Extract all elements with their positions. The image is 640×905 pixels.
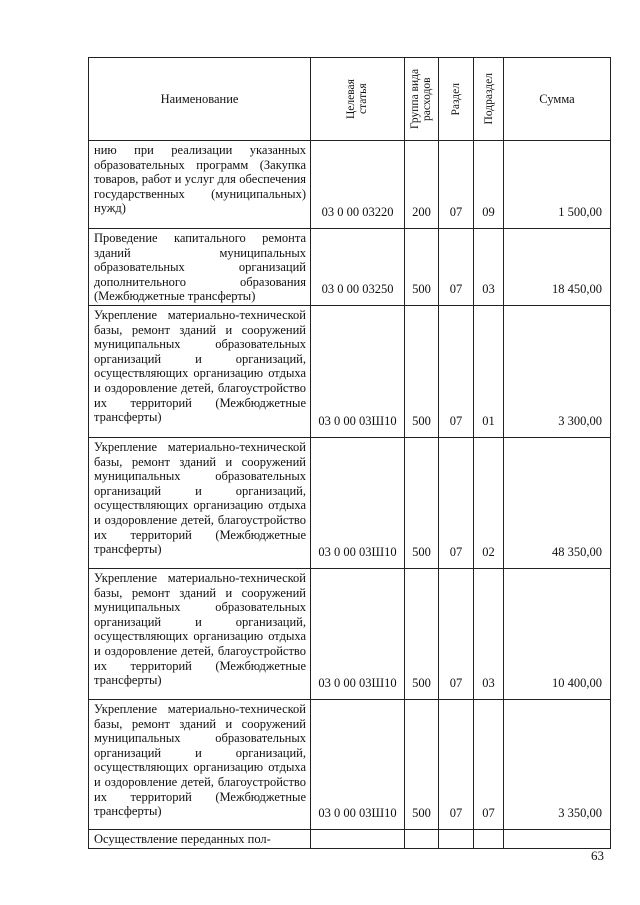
header-group-label: Группа вида расходов	[408, 68, 433, 130]
row-subsection: 01	[474, 305, 504, 437]
row-sum: 1 500,00	[504, 141, 611, 229]
row-sum: 3 350,00	[504, 699, 611, 829]
row-name: Укрепление материально-технической базы, ремонт зданий и сооружений муниципальных образовательных организаций и организаций, осуществляющих организацию отдыха и оздоровление детей, благоустройство их территорий (Межбюджетные трансферты)	[89, 699, 311, 829]
row-group	[405, 829, 439, 848]
budget-table	[88, 57, 611, 849]
header-subsection-label: Подраздел	[482, 73, 495, 125]
table-row	[89, 141, 611, 229]
header-section	[439, 58, 474, 141]
row-name: Укрепление материально-технической базы, ремонт зданий и сооружений муниципальных образовательных организаций и организаций, осуществляющих организацию отдыха и оздоровление детей, благоустройство их территорий (Межбюджетные трансферты)	[89, 568, 311, 699]
header-target-label: Целевая статья	[344, 79, 369, 119]
header-sum: Сумма	[504, 58, 611, 141]
row-name: Проведение капитального ремонта зданий муниципальных образовательных организаций дополнительного образования (Межбюджетные трансферты)	[89, 229, 311, 306]
table-row	[89, 437, 611, 568]
header-section-label: Раздел	[450, 82, 462, 116]
row-section: 07	[439, 141, 474, 229]
row-target: 03 0 00 03Ш10	[311, 568, 405, 699]
row-sum	[504, 829, 611, 848]
row-sum: 18 450,00	[504, 229, 611, 306]
table-row	[89, 229, 611, 306]
row-name: Укрепление материально-технической базы, ремонт зданий и сооружений муниципальных образовательных организаций и организаций, осуществляющих организацию отдыха и оздоровление детей, благоустройство их территорий (Межбюджетные трансферты)	[89, 305, 311, 437]
row-group: 200	[405, 141, 439, 229]
row-sum: 48 350,00	[504, 437, 611, 568]
row-sum: 3 300,00	[504, 305, 611, 437]
row-target	[311, 829, 405, 848]
row-subsection: 07	[474, 699, 504, 829]
row-section	[439, 829, 474, 848]
row-target: 03 0 00 03250	[311, 229, 405, 306]
row-group: 500	[405, 305, 439, 437]
row-group: 500	[405, 229, 439, 306]
row-sum: 10 400,00	[504, 568, 611, 699]
header-subsection	[474, 58, 504, 141]
row-subsection: 03	[474, 229, 504, 306]
table-header-row	[89, 58, 611, 141]
row-group: 500	[405, 437, 439, 568]
row-subsection: 09	[474, 141, 504, 229]
header-target	[311, 58, 405, 141]
table-row	[89, 829, 611, 848]
row-section: 07	[439, 229, 474, 306]
row-target: 03 0 00 03Ш10	[311, 437, 405, 568]
row-section: 07	[439, 568, 474, 699]
row-section: 07	[439, 305, 474, 437]
row-section: 07	[439, 437, 474, 568]
row-name: Осуществление переданных пол-	[89, 829, 311, 848]
row-group: 500	[405, 568, 439, 699]
header-name: Наименование	[89, 58, 311, 141]
table-row	[89, 699, 611, 829]
row-target: 03 0 00 03220	[311, 141, 405, 229]
row-subsection	[474, 829, 504, 848]
row-target: 03 0 00 03Ш10	[311, 305, 405, 437]
page-number: 63	[591, 848, 604, 863]
row-name: Укрепление материально-технической базы, ремонт зданий и сооружений муниципальных образовательных организаций и организаций, осуществляющих организацию отдыха и оздоровление детей, благоустройство их территорий (Межбюджетные трансферты)	[89, 437, 311, 568]
row-subsection: 02	[474, 437, 504, 568]
row-target: 03 0 00 03Ш10	[311, 699, 405, 829]
table-row	[89, 305, 611, 437]
row-section: 07	[439, 699, 474, 829]
header-group	[405, 58, 439, 141]
row-name: нию при реализации указанных образовательных программ (Закупка товаров, работ и услуг для обеспечения государственных (муниципальных) нужд)	[89, 141, 311, 229]
row-subsection: 03	[474, 568, 504, 699]
table-row	[89, 568, 611, 699]
row-group: 500	[405, 699, 439, 829]
